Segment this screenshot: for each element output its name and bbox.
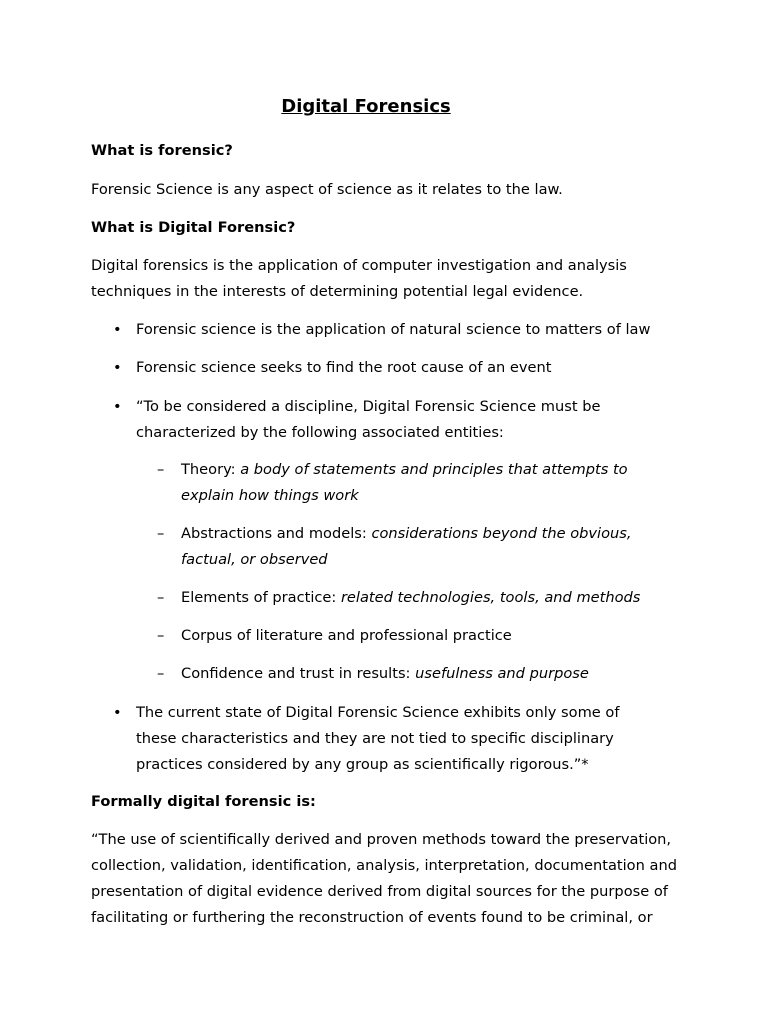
dash-marker: –: [157, 665, 165, 682]
entity-item-corpus: [181, 623, 681, 649]
entity-label: Corpus of literature and professional practice: [181, 627, 512, 644]
heading-formally: Formally digital forensic is:: [91, 793, 316, 810]
entity-item-confidence: [181, 661, 681, 687]
dash-marker: –: [157, 461, 165, 478]
heading-what-is-forensic: What is forensic?: [91, 142, 233, 159]
bullet-marker: •: [113, 704, 122, 721]
entity-description: related technologies, tools, and methods: [340, 589, 641, 606]
entity-item-abstractions: [181, 521, 681, 573]
entity-label: Confidence and trust in results:: [181, 665, 416, 682]
entity-label: Theory:: [181, 461, 241, 478]
bullet-marker: •: [113, 321, 122, 338]
bullet-item-current-state: The current state of Digital Forensic Science exhibits only some of these characteristics and they are not tied to specific disciplinary practices considered by any group as scientifically rigorous.”*: [136, 704, 620, 773]
dash-marker: –: [157, 627, 165, 644]
bullet-item-natural-science: Forensic science is the application of natural science to matters of law: [136, 321, 651, 338]
entity-description: usefulness and purpose: [415, 665, 589, 682]
bullet-marker: •: [113, 398, 122, 415]
document-title: Digital Forensics: [281, 96, 451, 117]
paragraph-forensic-definition: Forensic Science is any aspect of science as it relates to the law.: [91, 181, 563, 198]
entity-label: Abstractions and models:: [181, 525, 372, 542]
dash-marker: –: [157, 525, 165, 542]
bullet-marker: •: [113, 359, 122, 376]
paragraph-formal-definition: “The use of scientifically derived and proven methods toward the preservation, collection, validation, identification, analysis, interpretation, documentation and presentation of digital evidence derived from digital sources for the purpose of facilitating or furthering the reconstruction of events found to be criminal, or: [91, 831, 677, 926]
entity-label: Elements of practice:: [181, 589, 341, 606]
bullet-item-discipline: “To be considered a discipline, Digital Forensic Science must be characterized by the following associated entities:: [136, 398, 601, 441]
heading-what-is-digital-forensic: What is Digital Forensic?: [91, 219, 296, 236]
bullet-item-root-cause: Forensic science seeks to find the root cause of an event: [136, 359, 552, 376]
dash-marker: –: [157, 589, 165, 606]
entity-item-elements-of-practice: [181, 585, 681, 611]
entity-description: a body of statements and principles that attempts to explain how things work: [181, 461, 628, 504]
paragraph-digital-forensic-definition: Digital forensics is the application of computer investigation and analysis techniques in the interests of determining potential legal evidence.: [91, 257, 627, 300]
entity-description: considerations beyond the obvious, factual, or observed: [181, 525, 632, 568]
entity-item-theory: [181, 457, 681, 509]
